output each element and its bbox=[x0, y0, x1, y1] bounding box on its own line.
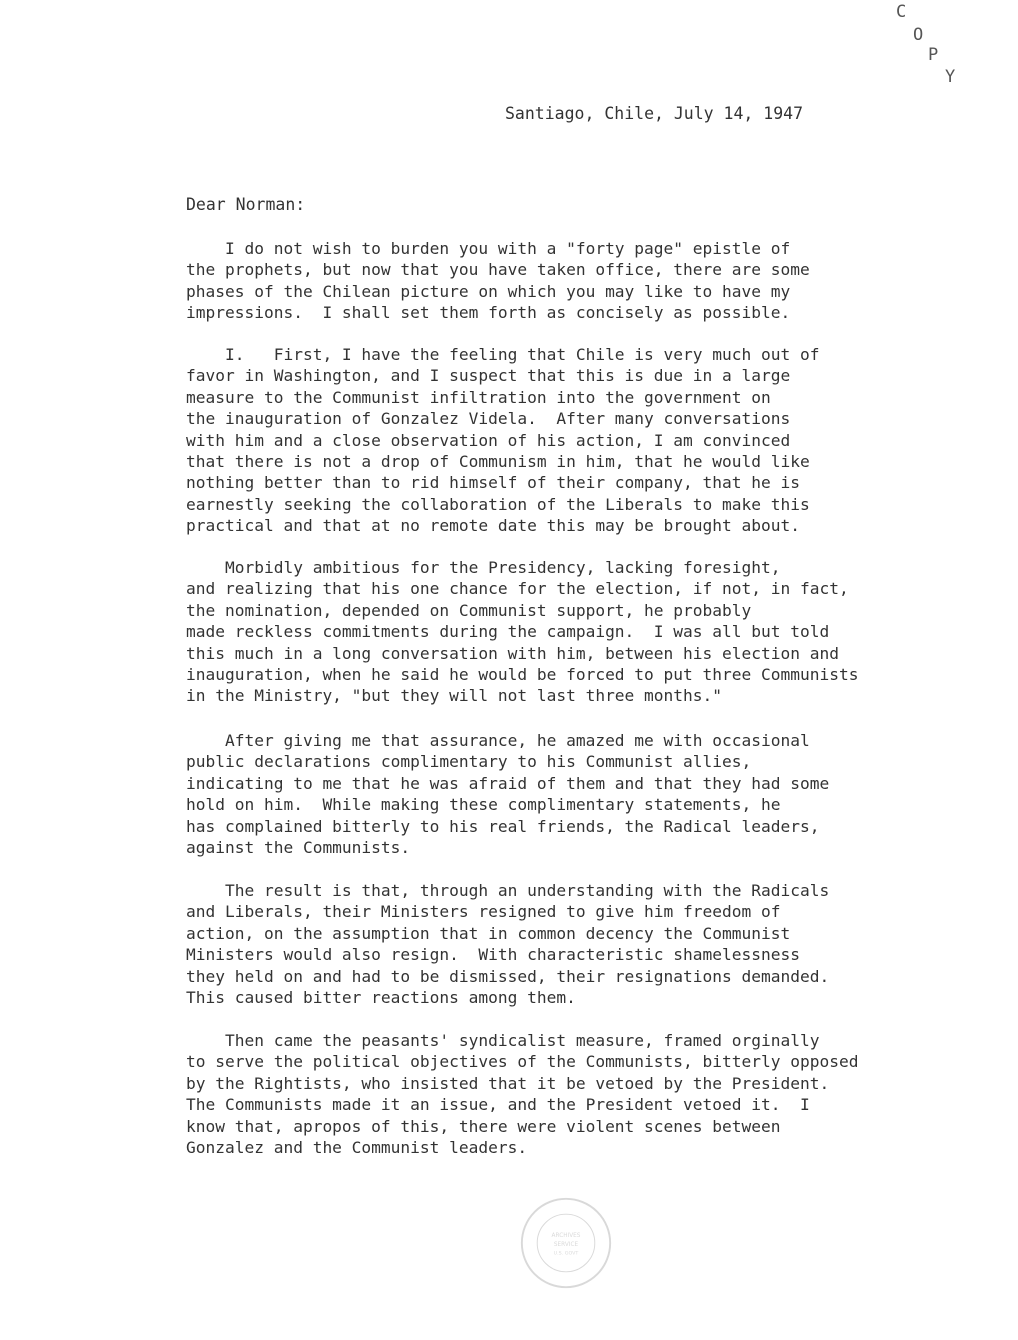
paragraph-5: The result is that, through an understanding with the Radicals and Liberals, their Ministers resigned to give him freedom of action, on the assumption that in common decency the Communist Ministers would also resign. With characteristic shamelessness they held on and had to be dismissed, their resignations demanded. This caused bitter reactions among them. bbox=[186, 881, 830, 1008]
paragraph-4: After giving me that assurance, he amazed me with occasional public declarations complimentary to his Communist allies, indicating to me that he was afraid of them and that they had some hold on him. While making these complimentary statements, he has complained bitterly to his real friends, the Radical leaders, against the Communists. bbox=[186, 731, 830, 858]
paragraph-6: Then came the peasants' syndicalist measure, framed orginally to serve the political objectives of the Communists, bitterly opposed by the Rightists, who insisted that it be vetoed by the President. The Communists made it an issue, and the President vetoed it. I know that, apropos of this, there were violent scenes between Gonzalez and the Communist leaders. bbox=[186, 1031, 859, 1158]
copy-letter-o: O bbox=[913, 25, 924, 45]
copy-letter-p: P bbox=[928, 45, 939, 65]
svg-text:ARCHIVES: ARCHIVES bbox=[551, 1233, 581, 1240]
dateline: Santiago, Chile, July 14, 1947 bbox=[505, 104, 804, 123]
paragraph-1: I do not wish to burden you with a "forty page" epistle of the prophets, but now that you have taken office, there are some phases of the Chilean picture on which you may like to have my impressions. I shall set them forth as concisely as possible. bbox=[186, 239, 810, 323]
svg-text:U.S. GOVT: U.S. GOVT bbox=[553, 1251, 579, 1257]
salutation: Dear Norman: bbox=[186, 195, 306, 214]
paragraph-3: Morbidly ambitious for the Presidency, lacking foresight, and realizing that his one chance for the election, if not, in fact, the nomination, depended on Communist support, he probably made reckless commitments during the campaign. I was all but told this much in a long conversation with him, between his election and inauguration, when he said he would be forced to put three Communists in the Ministry, "but they will not last three months." bbox=[186, 558, 859, 706]
copy-letter-y: Y bbox=[945, 67, 956, 87]
svg-text:SERVICE: SERVICE bbox=[553, 1241, 579, 1248]
paragraph-2: I. First, I have the feeling that Chile is very much out of favor in Washington, and I suspect that this is due in a large measure to the Communist infiltration into the government on the inauguration of Gonzalez Videla. After many conversations with him and a close observation of his action, I am convinced that there is not a drop of Communism in him, that he would like nothing better than to rid himself of their company, that he is earnestly seeking the collaboration of the Liberals to make this practical and that at no remote date this may be brought about. bbox=[186, 345, 820, 536]
archive-stamp bbox=[518, 1195, 614, 1291]
copy-letter-c: C bbox=[896, 2, 907, 22]
